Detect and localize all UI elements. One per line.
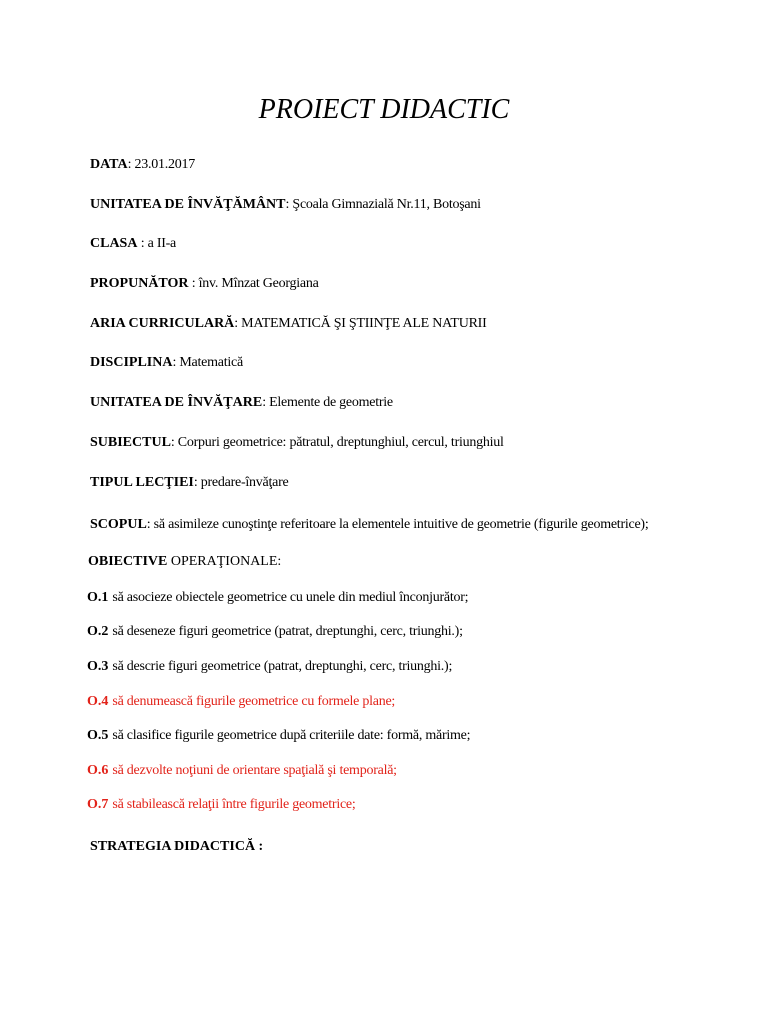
field-value: : Elemente de geometrie — [262, 395, 393, 411]
objective-code: O.1 — [87, 589, 109, 605]
field-proposer — [90, 274, 678, 294]
objective-item — [87, 622, 678, 642]
field-learning-unit — [90, 393, 678, 413]
field-value: : Matematică — [172, 355, 243, 371]
field-label: TIPUL LECŢIEI — [90, 474, 194, 490]
field-discipline — [90, 353, 678, 373]
field-value: : 23.01.2017 — [127, 157, 195, 172]
lesson-plan-body — [87, 155, 678, 857]
objective-code: O.7 — [87, 797, 109, 813]
field-value: : înv. Mînzat Georgiana — [188, 276, 319, 292]
objective-code: O.2 — [87, 624, 109, 640]
field-label: UNITATEA DE ÎNVĂŢĂMÂNT — [90, 196, 286, 212]
field-value: : MATEMATICĂ ŞI ŞTIINŢE ALE NATURII — [234, 315, 487, 331]
field-purpose — [90, 512, 678, 537]
field-label: PROPUNĂTOR — [90, 276, 189, 292]
field-label: UNITATEA DE ÎNVĂŢARE — [90, 395, 263, 411]
field-subject — [90, 433, 678, 453]
field-curricular-area — [90, 314, 678, 334]
objective-text: să descrie figuri geometrice (patrat, dreptunghi, cerc, triunghi.); — [112, 659, 453, 675]
field-label: SUBIECTUL — [90, 434, 171, 450]
field-date — [90, 155, 678, 175]
objective-text: să stabilească relaţii între figurile geometrice; — [112, 797, 356, 813]
field-label: ARIA CURRICULARĂ — [90, 315, 235, 331]
field-label: SCOPUL — [90, 517, 147, 533]
objective-code: O.3 — [87, 659, 109, 675]
objective-item — [87, 795, 678, 815]
objective-item — [87, 726, 678, 746]
field-lesson-type — [90, 473, 678, 493]
objectives-heading — [88, 552, 678, 572]
field-value: : Şcoala Gimnazială Nr.11, Botoşani — [285, 196, 481, 212]
field-value: : Corpuri geometrice: pătratul, dreptunghiul, cercul, triunghiul — [170, 434, 504, 450]
strategy-heading: STRATEGIA DIDACTICĂ : — [90, 838, 264, 854]
field-label: DISCIPLINA — [90, 355, 173, 371]
objective-item — [87, 588, 678, 608]
field-class — [90, 234, 678, 254]
field-school — [90, 195, 678, 215]
objective-item — [87, 761, 678, 781]
field-value: : predare-învăţare — [193, 474, 289, 490]
objective-item — [87, 657, 678, 677]
objective-text: să deseneze figuri geometrice (patrat, dreptunghi, cerc, triunghi.); — [112, 624, 463, 640]
objective-item — [87, 692, 678, 712]
objectives-heading-rest: OPERAŢIONALE: — [167, 553, 282, 569]
objective-text: să asocieze obiectele geometrice cu unele din mediul înconjurător; — [112, 589, 469, 605]
objectives-heading-bold: OBIECTIVE — [88, 553, 168, 569]
objective-code: O.4 — [87, 693, 109, 709]
objective-code: O.5 — [87, 728, 109, 744]
field-label: CLASA — [90, 236, 138, 252]
field-value: : să asimileze cunoştinţe referitoare la elementele intuitive de geometrie (figurile geometrice); — [146, 517, 649, 533]
objective-text: să denumească figurile geometrice cu formele plane; — [112, 693, 396, 709]
page-title: PROIECT DIDACTIC — [258, 94, 510, 125]
objective-text: să dezvolte noţiuni de orientare spaţială şi temporală; — [112, 762, 397, 778]
objective-code: O.6 — [87, 762, 109, 778]
objective-text: să clasifice figurile geometrice după criteriile date: formă, mărime; — [112, 728, 471, 744]
field-value: : a II-a — [137, 236, 177, 252]
field-label: DATA — [90, 157, 128, 172]
